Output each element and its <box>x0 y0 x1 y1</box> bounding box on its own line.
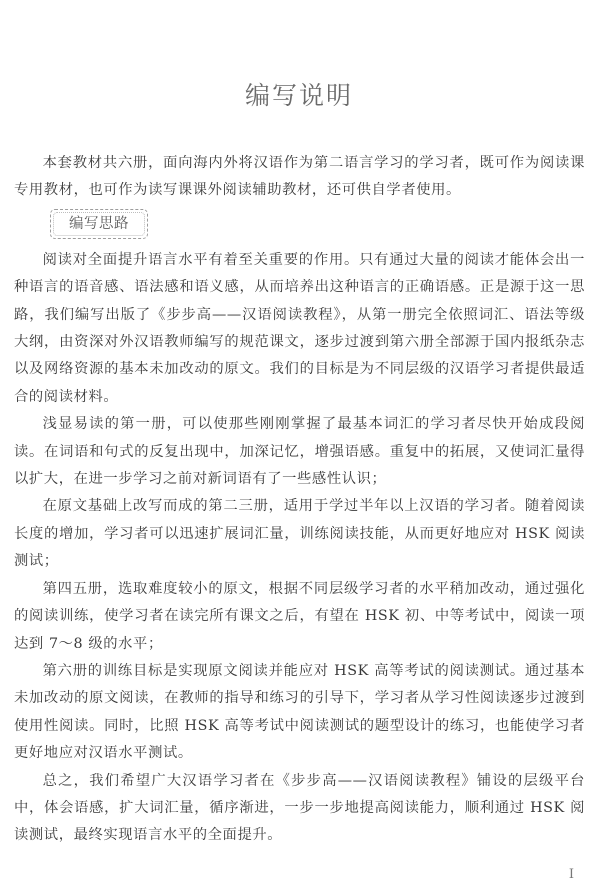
body-paragraph: 在原文基础上改写而成的第二三册，适用于学过半年以上汉语的学习者。随着阅读长度的增加，学习者可以迅速扩展词汇量，训练阅读技能，从而更好地应对 HSK 阅读测试； <box>14 498 585 570</box>
page-title: 编写说明 <box>244 81 353 110</box>
intro-paragraph: 本套教材共六册，面向海内外将汉语作为第二语言学习的学习者，既可作为阅读课专用教材，也可作为读写课课外阅读辅助教材，还可供自学者使用。 <box>14 155 585 199</box>
document-body <box>14 150 585 850</box>
body-paragraph: 第四五册，选取难度较小的原文，根据不同层级学习者的水平稍加改动，通过强化的阅读训练，使学习者在读完所有课文之后，有望在 HSK 初、中等考试中，阅读一项达到 7～8 级的水平； <box>14 580 585 652</box>
section-heading-box <box>14 209 585 241</box>
section-heading-frame <box>50 209 148 239</box>
body-paragraph: 阅读对全面提升语言水平有着至关重要的作用。只有通过大量的阅读才能体会出一种语言的语音感、语法感和语义感，从而培养出这种语言的正确语感。正是源于这一思路，我们编写出版了《步步高——汉语阅读教程》，从第一册完全依照词汇、语法等级大纲，由资深对外汉语教师编写的规范课文，逐步过渡到第六册全部源于国内报纸杂志以及网络资源的基本未加改动的原文。我们的目标是为不同层级的汉语学习者提供最适合的阅读材料。 <box>14 251 585 405</box>
body-paragraph: 第六册的训练目标是实现原文阅读并能应对 HSK 高等考试的阅读测试。通过基本未加改动的原文阅读，在教师的指导和练习的引导下，学习者从学习性阅读逐步过渡到使用性阅读。同时，比照 HSK 高等考试中阅读测试的题型设计的练习，也能使学习者更好地应对汉语水平测试。 <box>14 662 585 762</box>
body-paragraph: 浅显易读的第一册，可以使那些刚刚掌握了最基本词汇的学习者尽快开始成段阅读。在词语和句式的反复出现中，加深记忆，增强语感。重复中的拓展，又使词汇量得以扩大，在进一步学习之前对新词语有了一些感性认识； <box>14 416 585 488</box>
section-heading: 编写思路 <box>69 215 129 232</box>
page-number: I <box>568 867 574 882</box>
body-paragraph: 总之，我们希望广大汉语学习者在《步步高——汉语阅读教程》铺设的层级平台中，体会语感，扩大词汇量，循序渐进，一步一步地提高阅读能力，顺利通过 HSK 阅读测试，最终实现语言水平的全面提升。 <box>14 772 585 844</box>
